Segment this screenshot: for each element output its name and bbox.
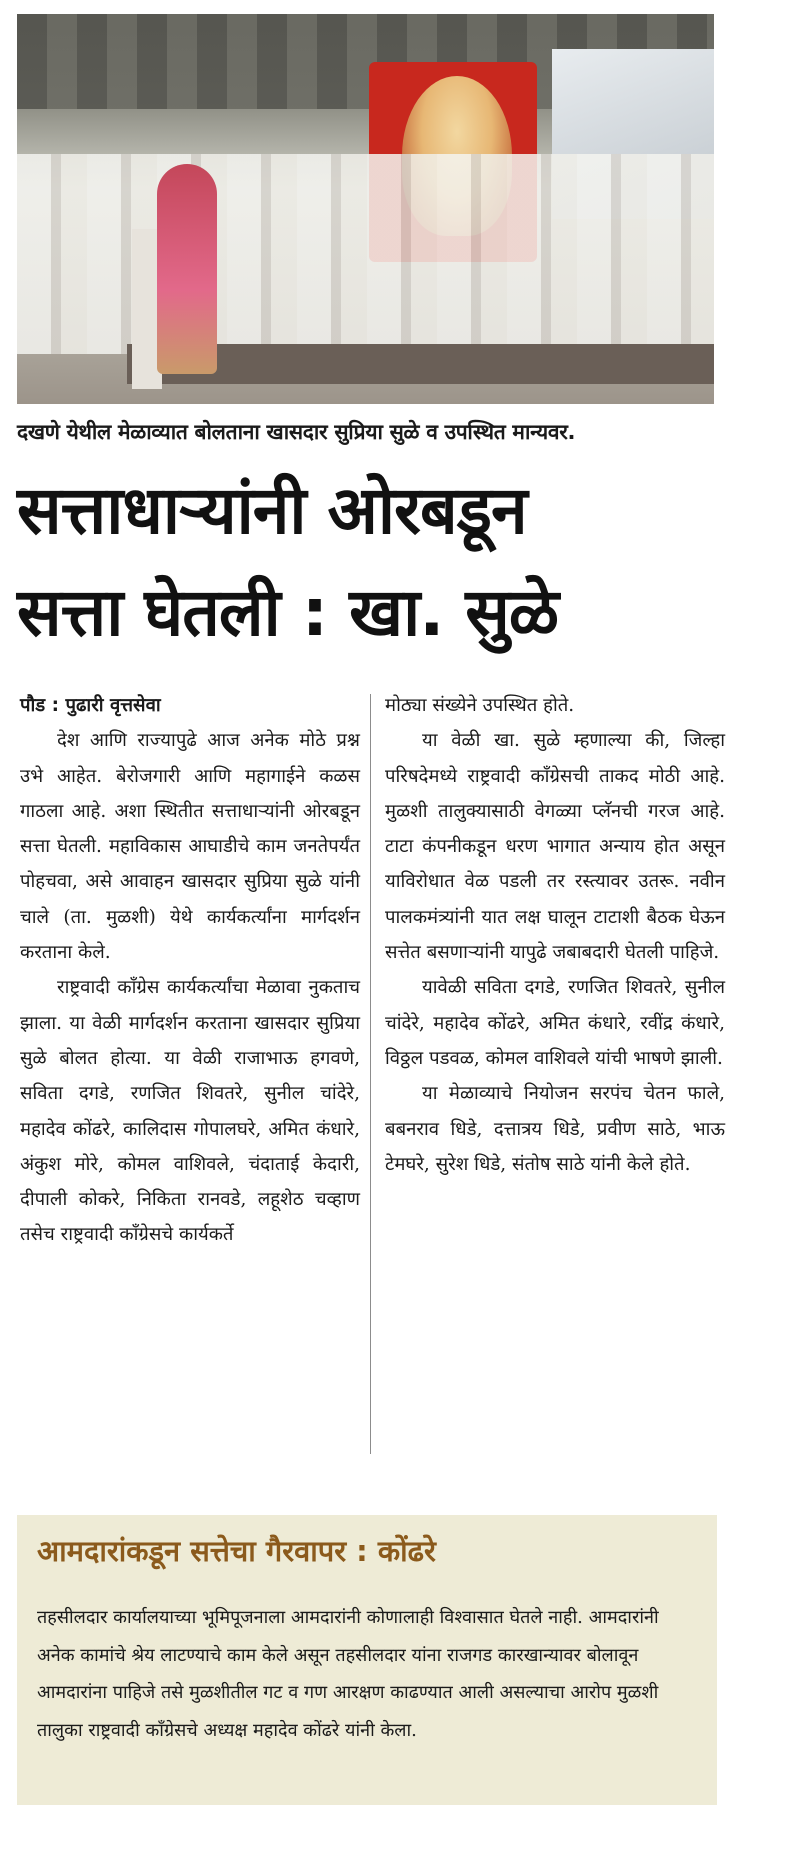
article-paragraph: या वेळी खा. सुळे म्हणाल्या की, जिल्हा परिषदेमध्ये राष्ट्रवादी काँग्रेसची ताकद मोठी आहे. मुळशी तालुक्यासाठी वेगळ्या प्लॅनची गरज आहे. टाटा कंपनीकडून धरण भागात अन्याय होत असून याविरोधात वेळ पडली तर रस्त्यावर उतरू. नवीन पालकमंत्र्यांनी यात लक्ष घालून टाटाशी बैठक घेऊन सत्तेत बसणाऱ्यांनी यापुढे जबाबदारी घेतली पाहिजे. (385, 730, 725, 964)
article-byline: पौड : पुढारी वृत्तसेवा (20, 695, 161, 716)
article-continuation: मोठ्या संख्येने उपस्थित होते. (385, 695, 575, 716)
article-paragraph: राष्ट्रवादी काँग्रेस कार्यकर्त्यांचा मेळावा नुकताच झाला. या वेळी मार्गदर्शन करताना खासदार सुप्रिया सुळे बोलत होत्या. या वेळी राजाभाऊ हगवणे, सविता दगडे, रणजित शिवतरे, सुनील चांदेरे, महादेव कोंढरे, कालिदास गोपालघरे, अमित कंधारे, अंकुश मोरे, कोमल वाशिवले, चंदाताई केदारी, दीपाली कोकरे, निकिता रानवडे, लहूशेठ चव्हाण तसेच राष्ट्रवादी काँग्रेसचे कार्यकर्ते (20, 977, 360, 1246)
sidebar-box (17, 1515, 717, 1805)
article-column-right (385, 688, 725, 1182)
sidebar-box-title: आमदारांकडून सत्तेचा गैरवापर : कोंढरे (37, 1534, 436, 1568)
headline-line-1: सत्ताधाऱ्यांनी ओरबडून (17, 472, 527, 549)
article-paragraph: या मेळाव्याचे नियोजन सरपंच चेतन फाले, बबनराव धिडे, दत्तात्रय धिडे, प्रवीण साठे, भाऊ टेमघरे, सुरेश धिडे, संतोष साठे यांनी केले होते. (385, 1083, 725, 1175)
event-photo (17, 14, 714, 404)
column-divider (370, 694, 371, 1454)
article-column-left (20, 688, 360, 1253)
photo-caption: दखणे येथील मेळाव्यात बोलताना खासदार सुप्रिया सुळे व उपस्थित मान्यवर. (17, 420, 576, 444)
headline-line-2: सत्ता घेतली : खा. सुळे (17, 574, 559, 651)
sidebar-box-body: तहसीलदार कार्यालयाच्या भूमिपूजनाला आमदारांनी कोणालाही विश्वासात घेतले नाही. आमदारांनी अनेक कामांचे श्रेय लाटण्याचे काम केले असून तहसीलदार यांना राजगड कारखान्यावर बोलावून आमदारांना पाहिजे तसे मुळशीतील गट व गण आरक्षण काढण्यात आली असल्याचा आरोप मुळशी तालुका राष्ट्रवादी काँग्रेसचे अध्यक्ष महादेव कोंढरे यांनी केला. (37, 1607, 659, 1741)
photo-speaker (157, 164, 217, 374)
photo-crowd (17, 154, 714, 354)
article-paragraph: देश आणि राज्यापुढे आज अनेक मोठे प्रश्न उभे आहेत. बेरोजगारी आणि महागाईने कळस गाठला आहे. अशा स्थितीत सत्ताधाऱ्यांनी ओरबडून सत्ता घेतली. महाविकास आघाडीचे काम जनतेपर्यंत पोहचवा, असे आवाहन खासदार सुप्रिया सुळे यांनी चाले (ता. मुळशी) येथे कार्यकर्त्यांना मार्गदर्शन करताना केले. (20, 730, 360, 964)
article-paragraph: यावेळी सविता दगडे, रणजित शिवतरे, सुनील चांदेरे, महादेव कोंढरे, अमित कंधारे, रवींद्र कंधारे, विठ्ठल पडवळ, कोमल वाशिवले यांची भाषणे झाली. (385, 977, 725, 1069)
